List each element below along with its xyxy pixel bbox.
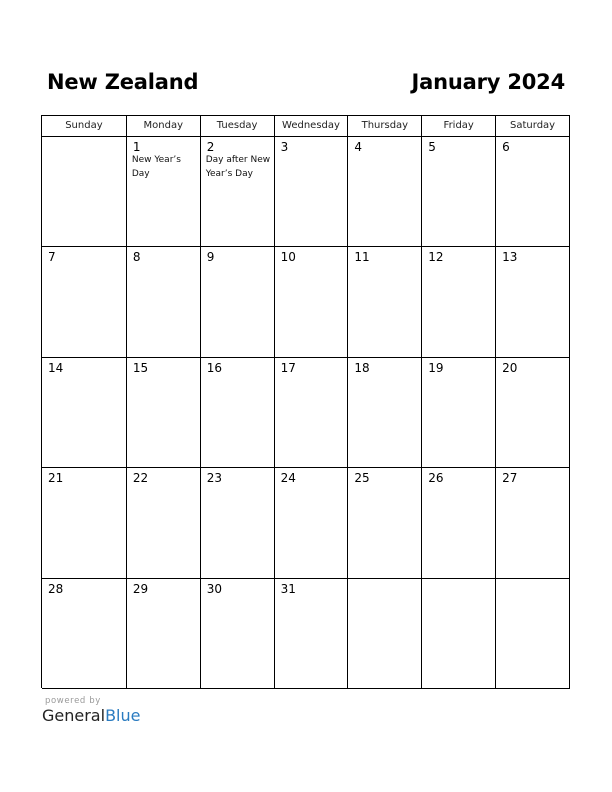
month-title: January 2024 [411,70,565,94]
day-number: 9 [206,250,215,265]
day-cell [348,247,422,357]
day-number: 30 [206,581,222,596]
day-number: 20 [502,360,518,375]
day-cell [42,137,127,247]
day-number: 15 [132,360,149,375]
day-number: 19 [428,360,444,375]
weekday-header-row [42,116,570,137]
week-row-5 [42,579,570,689]
day-cell [201,247,275,357]
holiday-label: New Year’s Day [131,155,181,179]
day-number: 24 [280,471,296,486]
holiday-label: Day after New Year’s Day [205,155,271,179]
day-number: 4 [354,140,363,154]
day-cell [127,579,201,689]
day-cell [201,137,275,247]
weekday-monday: Monday [127,116,201,137]
day-cell [42,468,127,578]
day-number: 7 [48,250,56,265]
day-number: 16 [206,360,222,375]
day-number: 28 [48,581,64,596]
day-number: 23 [206,471,222,486]
day-number: 8 [132,250,141,265]
day-cell [348,468,422,578]
day-number: 26 [428,471,444,486]
day-cell [422,358,496,468]
footer-branding [42,696,140,725]
day-number: 18 [354,360,370,375]
day-cell [275,137,349,247]
week-row-4 [42,468,570,578]
day-cell [275,247,349,357]
brand-general: General [42,706,106,725]
day-cell [348,137,422,247]
day-cell [496,468,570,578]
day-number: 11 [354,250,370,265]
day-cell [127,137,201,247]
day-cell [275,358,349,468]
day-cell [127,247,201,357]
day-cell [42,247,127,357]
day-number: 1 [132,140,141,154]
day-number: 25 [354,471,370,486]
day-cell [275,468,349,578]
generalblue-logo[interactable] [42,707,140,725]
day-cell [348,358,422,468]
day-cell [496,579,570,689]
day-cell [422,247,496,357]
week-row-1 [42,137,570,247]
day-number: 13 [502,250,518,265]
day-cell [42,579,127,689]
day-number: 6 [502,140,510,154]
day-cell [348,579,422,689]
brand-blue: Blue [105,706,141,725]
day-number: 29 [132,581,149,596]
week-row-2 [42,247,570,357]
day-cell [275,579,349,689]
day-number: 22 [132,471,149,486]
day-number: 31 [280,581,296,596]
day-number: 14 [48,360,64,375]
weekday-thursday: Thursday [348,116,422,137]
day-number: 27 [502,471,518,486]
day-cell [422,468,496,578]
day-cell [422,579,496,689]
day-cell [201,468,275,578]
day-cell [496,247,570,357]
day-cell [127,468,201,578]
day-cell [127,358,201,468]
week-row-3 [42,358,570,468]
weekday-friday: Friday [422,116,496,137]
day-number: 5 [428,140,436,154]
day-cell [496,137,570,247]
day-number: 10 [280,250,296,265]
day-number: 3 [280,140,289,154]
day-cell [422,137,496,247]
day-cell [201,358,275,468]
day-number: 17 [280,360,296,375]
country-title: New Zealand [47,70,199,94]
day-number: 12 [428,250,444,265]
day-cell [201,579,275,689]
weekday-saturday: Saturday [496,116,570,137]
day-cell [496,358,570,468]
weekday-sunday: Sunday [42,116,127,137]
powered-by-text: powered by [45,696,101,706]
day-number: 2 [206,140,215,154]
weekday-wednesday: Wednesday [275,116,349,137]
day-number: 21 [48,471,64,486]
weekday-tuesday: Tuesday [201,116,275,137]
day-cell [42,358,127,468]
calendar-grid [41,115,570,688]
